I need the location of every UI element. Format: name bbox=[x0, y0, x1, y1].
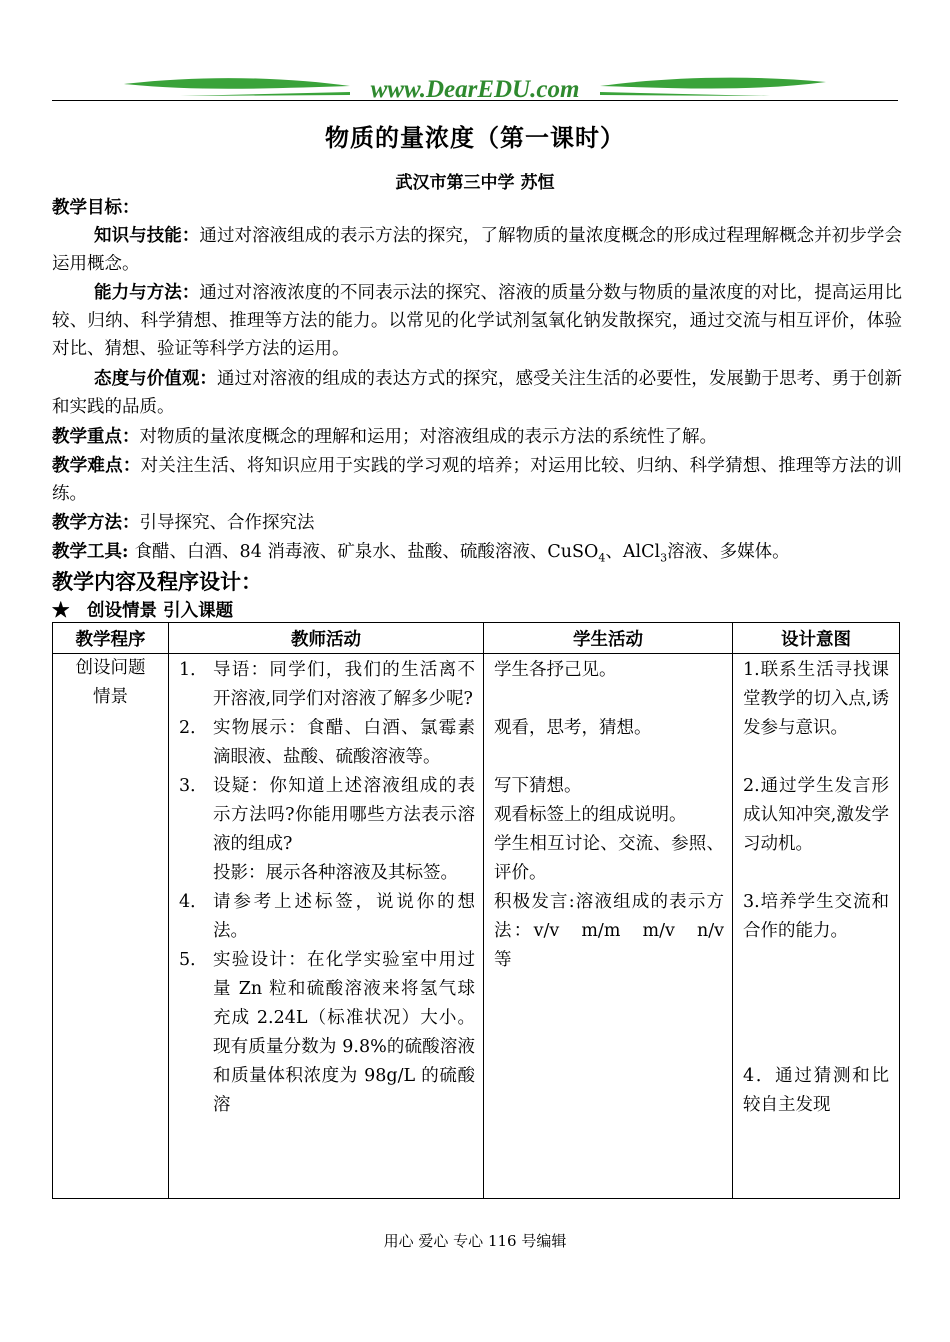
student-activity: 学生各抒己见。 bbox=[494, 660, 617, 680]
section-heading: ★ 创设情景 引入课题 bbox=[52, 601, 234, 621]
header-teacher: 教师活动 bbox=[169, 623, 484, 654]
teacher-cell bbox=[169, 654, 484, 1199]
header-student: 学生活动 bbox=[484, 623, 733, 654]
header-procedure: 教学程序 bbox=[53, 623, 169, 654]
author-line: 武汉市第三中学 苏恒 bbox=[395, 173, 555, 193]
student-activity: 学生相互讨论、交流、参照、评价。 bbox=[494, 834, 724, 883]
attitude-paragraph bbox=[52, 365, 902, 421]
page-footer: 用心 爱心 专心 116 号编辑 bbox=[383, 1232, 567, 1250]
header-design: 设计意图 bbox=[733, 623, 900, 654]
item-text: 请参考上述标签，说说你的想法。 bbox=[213, 892, 475, 941]
key-point-paragraph bbox=[52, 423, 902, 451]
objectives-heading: 教学目标： bbox=[52, 198, 140, 218]
ability-paragraph bbox=[52, 279, 902, 363]
ability-text: 通过对溶液浓度的不同表示法的探究、溶液的质量分数与物质的量浓度的对比，提高运用比较、归纳、科学猜想、推理等方法的能力。以常见的化学试剂氢氧化钠发散探究，通过交流与相互评价，体验对比、猜想、验证等科学方法的运用。 bbox=[52, 283, 903, 359]
item-number: 2． bbox=[179, 718, 208, 738]
attitude-label: 态度与价值观： bbox=[94, 369, 217, 389]
procedure-line: 情景 bbox=[93, 687, 128, 707]
student-cell bbox=[484, 654, 733, 1199]
item-text: 导语：同学们，我们的生活离不开溶液,同学们对溶液了解多少呢? bbox=[213, 660, 475, 709]
item-text: 实验设计：在化学实验室中用过量 Zn 粒和硫酸溶液来将氢气球充成 2.24L（标准状况）大小。现有质量分数为 9.8%的硫酸溶液和质量体积浓度为 98g/L 的硫酸溶 bbox=[213, 950, 475, 1115]
svg-text:www.DearEDU.com: www.DearEDU.com bbox=[370, 76, 580, 103]
teacher-item bbox=[169, 714, 483, 772]
difficulty-label: 教学难点： bbox=[52, 456, 141, 476]
dearedu-logo bbox=[120, 70, 830, 104]
tools-text-c: 溶液、多媒体。 bbox=[667, 542, 790, 562]
key-point-label: 教学重点： bbox=[52, 427, 140, 447]
header-rule bbox=[52, 100, 898, 101]
teacher-item bbox=[169, 888, 483, 946]
student-activity: 写下猜想。 bbox=[494, 776, 582, 796]
attitude-text: 通过对溶液的组成的表达方式的探究，感受关注生活的必要性，发展勤于思考、勇于创新和实践的品质。 bbox=[52, 369, 902, 417]
tools-sub-a: 4 bbox=[598, 551, 606, 565]
knowledge-label: 知识与技能： bbox=[94, 226, 200, 246]
item-text: 实物展示：食醋、白酒、氯霉素滴眼液、盐酸、硫酸溶液等。 bbox=[213, 718, 475, 767]
document-title: 物质的量浓度（第一课时） bbox=[325, 123, 625, 152]
student-activity: 积极发言:溶液组成的表示方法：v/v m/m m/v n/v 等 bbox=[494, 892, 724, 970]
tools-text-b: 、AlCl bbox=[605, 542, 661, 562]
design-intent: 3.培养学生交流和合作的能力。 bbox=[743, 892, 889, 941]
item-text: 设疑：你知道上述溶液组成的表示方法吗?你能用哪些方法表示溶液的组成? bbox=[213, 776, 475, 854]
design-intent: 4．通过猜测和比较自主发现 bbox=[743, 1066, 889, 1115]
difficulty-text: 对关注生活、将知识应用于实践的学习观的培养；对运用比较、归纳、科学猜想、推理等方法的训练。 bbox=[52, 456, 903, 504]
teacher-item bbox=[169, 772, 483, 859]
procedure-line: 创设问题 bbox=[75, 658, 146, 678]
table-row bbox=[53, 654, 900, 1199]
item-number: 4． bbox=[179, 892, 208, 912]
key-point-text: 对物质的量浓度概念的理解和运用；对溶液组成的表示方法的系统性了解。 bbox=[139, 427, 717, 447]
knowledge-text: 通过对溶液组成的表示方法的探究，了解物质的量浓度概念的形成过程理解概念并初步学会运用概念。 bbox=[52, 226, 903, 274]
knowledge-paragraph bbox=[52, 222, 902, 278]
lesson-table bbox=[52, 622, 900, 1199]
tools-label: 教学工具: bbox=[52, 542, 135, 562]
teacher-item-continuation: 投影：展示各种溶液及其标签。 bbox=[213, 863, 458, 883]
content-heading: 教学内容及程序设计： bbox=[52, 569, 262, 594]
tools-text-a: 食醋、白酒、84 消毒液、矿泉水、盐酸、硫酸溶液、CuSO bbox=[134, 542, 599, 562]
ability-label: 能力与方法： bbox=[94, 283, 200, 303]
method-text: 引导探究、合作探究法 bbox=[139, 513, 315, 533]
student-activity: 观看标签上的组成说明。 bbox=[494, 805, 687, 825]
teacher-item bbox=[169, 946, 483, 1120]
design-cell bbox=[733, 654, 900, 1199]
student-activity: 观看，思考，猜想。 bbox=[494, 718, 652, 738]
tools-sub-b: 3 bbox=[660, 551, 668, 565]
method-paragraph bbox=[52, 509, 902, 537]
design-intent: 1.联系生活寻找课堂教学的切入点,诱发参与意识。 bbox=[743, 660, 889, 738]
method-label: 教学方法： bbox=[52, 513, 140, 533]
item-number: 1． bbox=[179, 660, 208, 680]
procedure-cell bbox=[53, 654, 169, 1199]
item-number: 3． bbox=[179, 776, 208, 796]
item-number: 5． bbox=[179, 950, 208, 970]
table-header-row bbox=[53, 623, 900, 654]
design-intent: 2.通过学生发言形成认知冲突,激发学习动机。 bbox=[743, 776, 889, 854]
teacher-item bbox=[169, 656, 483, 714]
difficulty-paragraph bbox=[52, 452, 902, 508]
